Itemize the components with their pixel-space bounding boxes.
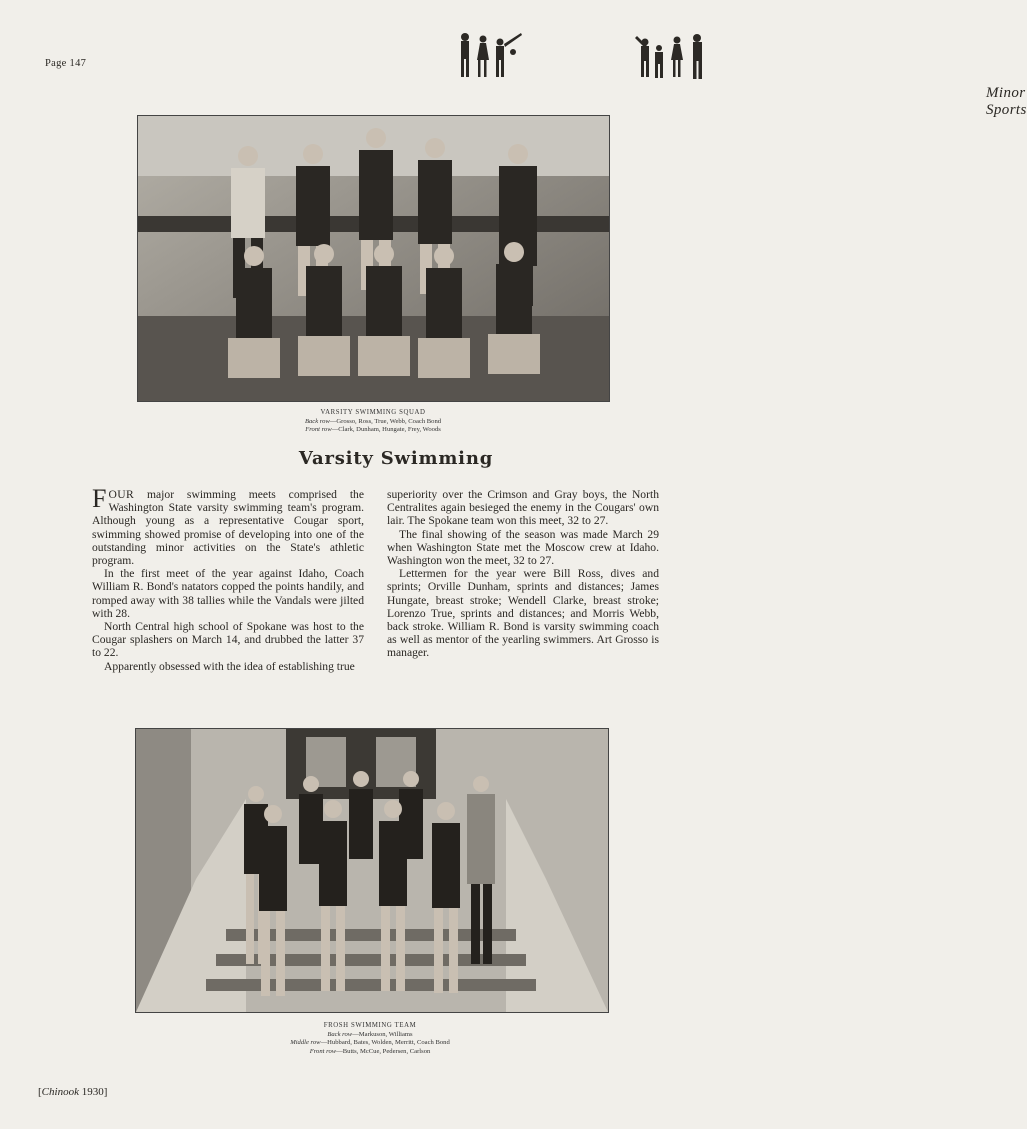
paragraph-3: North Central high school of Spokane was host to the Cougar splashers on March 14, and drubbed the latter 37 to 22. <box>92 620 364 660</box>
paragraph-2: In the first meet of the year against Idaho, Coach William R. Bond's natators copped the points handily, and romped away with 38 tallies while the Vandals were jilted with 28. <box>92 567 364 620</box>
paragraph-4-continued: superiority over the Crimson and Gray boys, the North Centralites again besieged the enemy in the Cougars' own lair. The Spokane team won this meet, 32 to 27. <box>387 488 659 528</box>
paragraph-4: Apparently obsessed with the idea of establishing true <box>104 659 355 673</box>
frosh-team-photo <box>135 728 609 1013</box>
section-title: Minor Sports <box>986 85 1027 118</box>
page-number: Page 147 <box>45 58 87 69</box>
footer-book: Chinook <box>41 1086 79 1098</box>
article-title: Varsity Swimming <box>298 448 494 469</box>
sports-figures-right-icon <box>633 32 715 85</box>
footer-publication: [Chinook 1930] <box>38 1086 108 1098</box>
frosh-caption-front-row: Front row—Butts, McCue, Pedersen, Carlson <box>309 1047 431 1055</box>
header-decoration <box>455 30 1027 118</box>
drop-cap: F <box>92 484 107 513</box>
article-column-right <box>387 488 659 660</box>
paragraph-6: Lettermen for the year were Bill Ross, dives and sprints; Orville Dunham, sprints and distances; James Hungate, breast stroke; Wendell Clarke, breast stroke; Lorenzo True, sprints and distances; and Morris Webb, back stroke. William R. Bond is varsity swimming coach as well as mentor of the yearling swimmers. Art Grosso is manager. <box>387 567 659 660</box>
varsity-caption-back-row: Back row—Grosso, Ross, True, Webb, Coach Bond <box>304 417 442 425</box>
sports-figures-left-icon <box>455 30 525 85</box>
paragraph-1: FOUR major swimming meets comprised the Washington State varsity swimming team's program. Although young as a representative Cougar sport, swimming showed promise of developing into one of the outstanding minor activities on the State's athletic program. <box>92 484 364 568</box>
footer-year: 1930 <box>81 1086 104 1098</box>
varsity-caption-front-row: Front row—Clark, Dunham, Hungate, Frey, Woods <box>305 426 441 433</box>
frosh-caption-middle-row: Middle row—Hubbard, Bates, Wolden, Merritt, Coach Bond <box>290 1039 450 1046</box>
frosh-caption-title: FROSH SWIMMING TEAM <box>323 1022 417 1029</box>
frosh-photo-caption <box>220 1022 520 1056</box>
frosh-caption-back-row: Back row—Markuson, Williams <box>327 1030 413 1038</box>
paragraph-5: The final showing of the season was made March 29 when Washington State met the Moscow crew at Idaho. Washington won the meet, 32 to 27. <box>387 527 659 568</box>
article-column-left <box>92 484 364 673</box>
varsity-squad-photo <box>137 115 610 402</box>
varsity-caption-title: VARSITY SWIMMING SQUAD <box>320 409 426 416</box>
varsity-photo-caption <box>200 409 546 435</box>
